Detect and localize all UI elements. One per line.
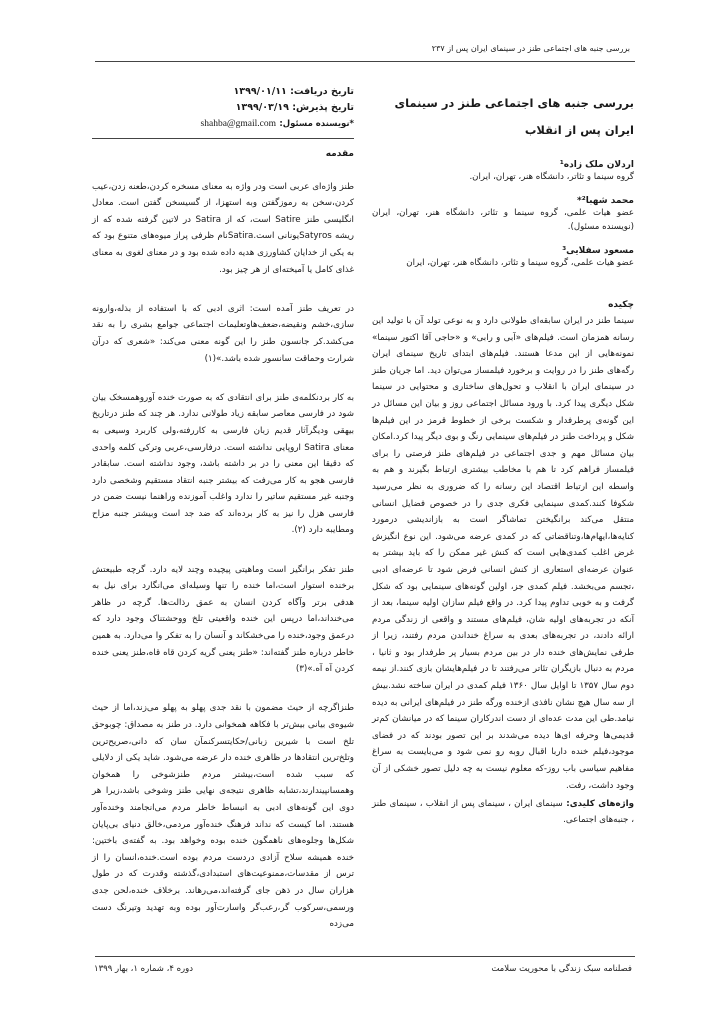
abstract-text: سینما طنز در ایران سابقه‌ای طولانی دارد و به نوعی تولد آن با تولید این رسانه همزمان است. فیلم‌های «آبی و رابی» و «حاجی آقا اکتور سینما» نمونه‌هایی از این مدعا هستند. فیلم‌های ابتدای تاریخ سینمای ایران رگه‌های طنز را در روایت و برخورد فیلمساز می‌توان دید. اما جریان طنز در سینمای ایران با انقلاب و تحول‌های ساختاری و محتوایی در سینما شکل دیگری پیدا کرد. با ورود مسائل اجتماعی روز و بیان این مسائل در این گونه‌ی پرطرفدار و شکست برخی از خطوط قرمز در این فیلم‌ها شکل و پرداخت طنز در فیلم‌های سینمایی رنگ و بوی دیگر پیدا کرد.امکان بیان مسائل مهم و جدی اجتماعی در فیلم‌های طنز فرصتی را برای فیلمساز فراهم کرد تا هم با مخاطب بیشتری ارتباط بگیرند و هم به واسطه این ارتباط اقتصاد این رسانه را که ضروری به نظر می‌رسید شکوفا کنند.کمدی سینمایی فکری جدی را در خصوص فضایل انسانی منتقل می‌کند برانگیختن تماشاگر است به بازاندیشی درمورد کنایه‌ها،ایهام‌ها،وتناقضاتی که در کمدی عرضه می‌شود. این نوع انگیزش غرض اغلب کمدی‌ها‌یی است که کنش غیر ممکن را که باید بیشتر به عنوان عرضه‌ای استعاری از کنش انسانی فرض شود تا عرضه‌ای ادبی ،تجسم می‌بخشد. فیلم کمدی جز، اولین گونه‌های سینمایی بود که شکل گرفت و به خوبی تداوم پیدا کرد. در واقع فیلم سازان اولیه سینما، بعد از آنکه در تجربه‌های اولیه شان، فیلم‌های مستند و واقعی از زندگی مردم ارائه دادند، در تجربه‌های بعدی به سراغ خنداندن مردم رفتند، زیرا از طرفی نمایش‌های خنده دار در بین مردم بسیار پر طرفدار بود و ثانیا ، مردم به دنبال بازیگران تئاتر می‌رفتند تا در فیلم‌هایشان بازی کنند.از نیمه دوم سال ۱۳۵۷ تا اوایل سال ۱۳۶۰ فیلم کمدی در ایران ساخته نشد.بیش از سه سال هیچ نشان نافذی ازخنده ورگه طنز در فیلم‌های ایرانی به دیده نیامد.طی این مدت عده‌ای از دست اندرکاران سینما که در میانشان کم‌تر قدیمی‌ها وحرفه ای‌ها دیده می‌شدند بر این تصور بودند که در فضای موجود،فیلم خنده داربا اقبال روبه رو نمی شود و می‌بایست به سراغ مفاهیم سیاسی باب روز-که معلوم نیست به چه دلیل تصور خشکی از آن وجود داشت، رفت. — [372, 316, 634, 791]
intro-paragraph: به کار بردنکلمه‌ی طنز برای انتقادی که به صورت خنده آوروهمسخک بیان شود در فارسی معاصر سابقه زیاد طولانی ندارد. هر چند که طنز درتاریخ بیهقی ودیگرآثار قدیم زبان فارسی به کاررفته،ولی کاربرد وسیعی به معنای Satira اروپایی نداشته است. درفارسی،عربی وترکی کلمه واحدی که دقیقا این معنی را در بر داشته باشد، وجود نداشته است. سابقادر فارسی هجو به کار می‌رفت که بیشتر جنبه انتقاد مستقیم وشخصی دارد وجنبه غیر مستقیم ساتیر را ندارد واغلب آموزنده وراهنما نیست ضمن در فارسی هزل را نیز به کار برده‌اند که ضد جد است وبیشتر جنبه مزاح ومطایبه دارد (۲). — [92, 392, 354, 536]
accepted-label: تاریخ پذیرش: — [292, 102, 354, 113]
received-date — [92, 84, 354, 100]
author-name: اردلان ملک زاده¹ — [559, 160, 634, 170]
author-affiliation: گروه سینما و تئاتر، دانشگاه هنر، تهران، ایران. — [469, 172, 634, 182]
accepted-date — [92, 100, 354, 116]
abstract-heading: چکیده — [608, 300, 634, 310]
footer-issue: دوره ۴، شماره ۱، بهار ۱۳۹۹ — [94, 964, 194, 974]
right-column — [372, 84, 634, 828]
article-dates — [92, 84, 354, 139]
author-block-3 — [372, 246, 634, 270]
left-column — [92, 84, 354, 955]
received-label: تاریخ دریافت: — [290, 86, 354, 97]
author-name: محمد شهبا²* — [577, 196, 634, 206]
footer-rule — [95, 956, 635, 957]
author-affiliation: عضو هیات علمی، گروه سینما و تئاتر، دانشگاه هنر، تهران، ایران — [406, 258, 634, 268]
author-affiliation: عضو هیات علمی، گروه سینما و تئاتر، دانشگاه هنر، تهران، ایران (نویسنده مسئول). — [372, 208, 634, 232]
header-rule — [95, 61, 635, 62]
running-header: بررسی جنبه های اجتماعی طنز در سینمای ایران پس از ۲۳۷ — [431, 44, 630, 53]
author-block-1 — [372, 160, 634, 184]
intro-paragraph: در تعریف طنز آمده است: اثری ادبی که با استفاده از بذله،وارونه سازی،خشم ونقیضه،ضعف‌هاوتعلیمات اجتماعی جوامع بشری را به نقد می‌کشد.کر جانسون طنز را این گونه معنی می‌کند: «شعری که درآن شرارت وحماقت سانسور شده باشد.»(۱) — [92, 303, 354, 364]
footer-journal: فصلنامه سبک زندگی با محوریت سلامت — [491, 964, 632, 974]
intro-paragraph: طنز واژه‌ای عربی است ودر واژه به معنای مسخره کردن،طعنه زدن،عیب کردن،سخن به رموزگفتن وبه استهزا، از گسیسخن گفتن است. معادل انگلیسی طنز Satire است، که از Satira در لاتین گرفته شده که از ریشه Satyrosیونانی است.Satiraنام ظرفی پراز میوه‌های متنوع بود که به یکی از خدایان کشاورزی هدیه داده شده بود و در معنای لغوی به معنای غذای کامل یا آمیخته‌ای از هر چیز بود. — [92, 181, 354, 275]
keywords-text: سینمای ایران ، سینمای پس از انقلاب ، سینمای طنز ، جنبه‌های اجتماعی. — [372, 799, 634, 826]
accepted-value: ۱۳۹۹/۰۳/۱۹ — [235, 102, 289, 113]
author-block-2 — [372, 196, 634, 234]
corresponding-label: *نویسنده مسئول: — [279, 119, 354, 129]
author-name: مسعود سفلایی³ — [562, 246, 634, 256]
received-value: ۱۳۹۹/۰۱/۱۱ — [233, 86, 287, 97]
keywords: واژه‌های کلیدی: سینمای ایران ، سینمای پس از انقلاب ، سینمای طنز ، جنبه‌های اجتماعی. — [372, 799, 635, 826]
keywords-label: واژه‌های کلیدی — [569, 799, 635, 810]
email-link[interactable]: shahba@gmail.com — [200, 119, 277, 129]
intro-body — [92, 162, 354, 955]
article-title: بررسی جنبه های اجتماعی طنز در سینمای ایران پس از انقلاب — [394, 96, 634, 137]
intro-heading: مقدمه — [325, 149, 354, 159]
intro-paragraph: طنزاگرچه از حیث مضمون با نقد جدی پهلو به پهلو می‌زند،اما از حیث شیوه‌ی بیانی بیش‌تر با فکاهه همخوانی دارد. در طنز به مصداق: چوبوحق تلخ است با شیرین زبانی/حکایتسرکنمآن سان که دانی،صریح‌ترین وتلخ‌ترین انتقادها در ظاهری خنده دار عرضه می‌شود. شاید یکی از دلایلی که سبب شده است،بیشتر مردم طنزشوخی را همخوان وهمسانپیندارند،تشابه ظاهری نتیجه‌ی نهایی طنز وشوخی باشد،زیرا هر دوی این گونه‌های ادبی به انبساط خاطر مردم می‌انجامند وخنده‌آور هستند. اما کیست که نداند فرهنگ خنده‌آور مردمی،خالق دنیای بی‌پایان شکل‌ها وجلوه‌های ناهمگون خنده بوده وخواهد بود. به گفته‌ی باختین: خنده همیشه سلاح آزادی دردست مردم بوده است.خنده،انسان را از ترس از مقدسات،ممنوعیت‌های استبدادی،گذشته وقدرت که در طول هزاران سال در ذهن جای گرفته‌اند،می‌رهاند. برخلاف خنده،لحن جدی ورسمی،سرکوب گر،رعب‌گر واسارت‌آور بوده وبه تهدید وتیرنگ دست می‌زده — [92, 703, 354, 930]
intro-paragraph: طنز تفکر برانگیز است وماهیتی پیچیده وچند لایه دارد. گرچه طبیعتش برخنده استوار است،اما خنده را تنها وسیله‌ای می‌انگارد برای نیل به هدفی برتر وآگاه کردن انسان به عمق رذالت‌ها. گرچه در ظاهر می‌خنداند،اما درپس این خنده واقعیتی تلخ ووحشتناک وجود دارد که درعمق وجود،خنده را می‌خشکاند و آنسان را به تفکر وا می‌دارد. به همین خاطر درباره طنز گفته‌اند: «طنز یعنی گریه کردن قاه قاه،طنز یعنی خنده کردن آه آه.»(۳) — [92, 564, 354, 675]
corresponding-author — [92, 116, 354, 132]
